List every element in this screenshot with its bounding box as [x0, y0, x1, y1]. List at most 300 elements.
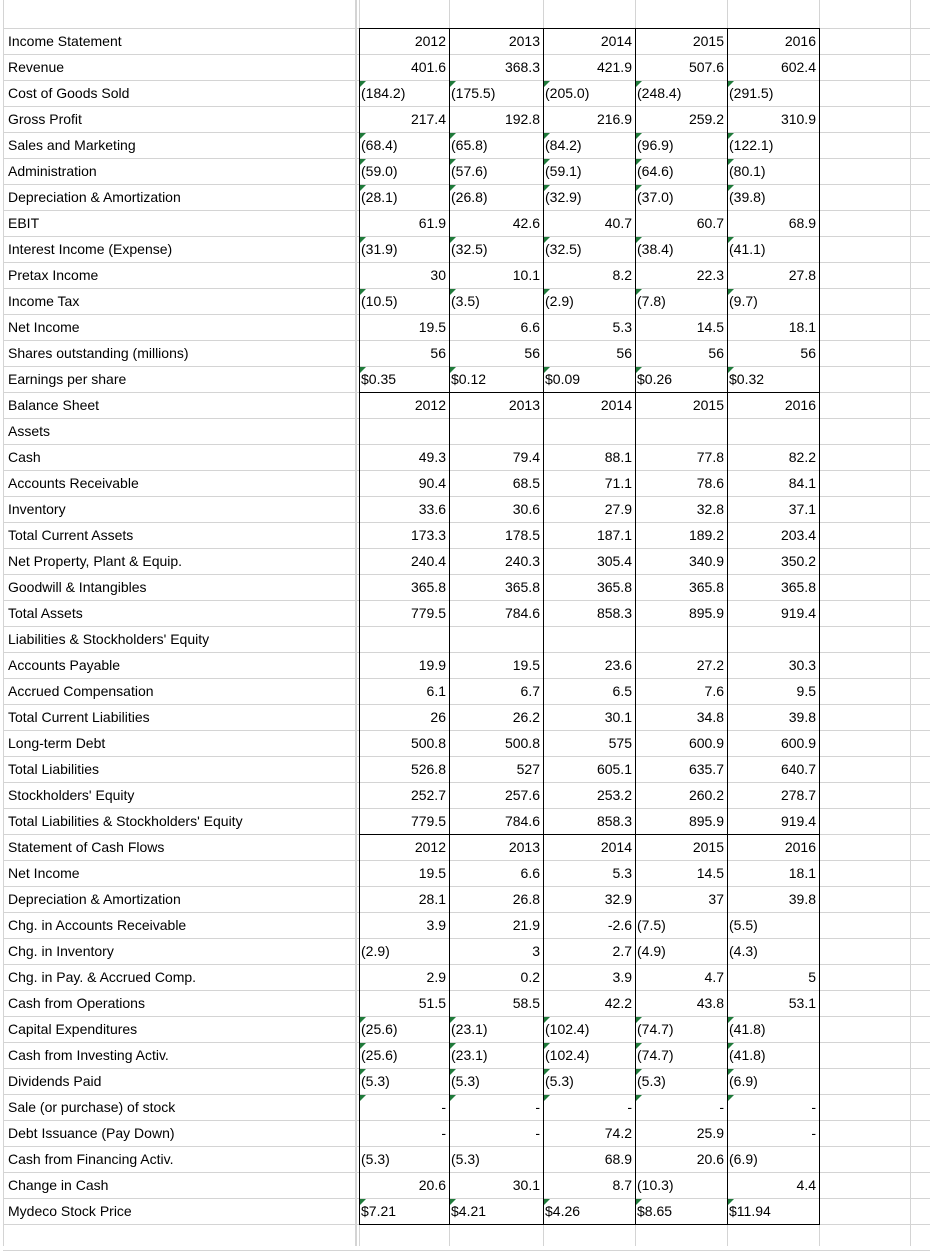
value-cell[interactable]: (32.5): [451, 241, 488, 257]
value-cell[interactable]: 2015: [692, 397, 724, 413]
row-label[interactable]: Long-term Debt: [8, 735, 106, 751]
value-cell[interactable]: (64.6): [637, 163, 674, 179]
value-cell[interactable]: (4.9): [637, 943, 666, 959]
error-indicator-icon: [360, 289, 366, 295]
row-label[interactable]: Revenue: [8, 59, 65, 75]
error-indicator-icon: [636, 1069, 642, 1075]
row-label[interactable]: Sales and Marketing: [8, 137, 136, 153]
value-cell[interactable]: (41.8): [729, 1047, 766, 1063]
value-cell[interactable]: (25.6): [361, 1047, 398, 1063]
value-cell[interactable]: -: [535, 1125, 540, 1141]
row-label[interactable]: Administration: [8, 163, 97, 179]
value-cell[interactable]: 19.5: [418, 319, 446, 335]
value-cell[interactable]: 173.3: [410, 527, 446, 543]
value-cell[interactable]: 27.2: [696, 657, 724, 673]
value-cell[interactable]: (10.3): [637, 1177, 674, 1193]
value-cell[interactable]: 919.4: [780, 813, 816, 829]
value-cell[interactable]: (7.5): [637, 917, 666, 933]
row-label[interactable]: Statement of Cash Flows: [8, 839, 165, 855]
row-label[interactable]: Cash: [8, 449, 41, 465]
row-label[interactable]: Shares outstanding (millions): [8, 345, 189, 361]
error-indicator-icon: [544, 1069, 550, 1075]
error-indicator-icon: [728, 159, 734, 165]
value-cell[interactable]: 310.9: [780, 111, 816, 127]
value-cell[interactable]: (6.9): [729, 1151, 758, 1167]
value-cell[interactable]: 79.4: [512, 449, 540, 465]
value-cell[interactable]: 68.9: [788, 215, 816, 231]
row-label[interactable]: Cash from Investing Activ.: [8, 1047, 169, 1063]
value-cell[interactable]: 20.6: [696, 1151, 724, 1167]
value-cell[interactable]: -: [627, 1099, 632, 1115]
value-cell[interactable]: 14.5: [696, 865, 724, 881]
value-cell[interactable]: 2014: [600, 33, 632, 49]
value-cell[interactable]: 19.5: [418, 865, 446, 881]
value-cell[interactable]: (74.7): [637, 1021, 674, 1037]
value-cell[interactable]: (175.5): [451, 85, 496, 101]
value-cell[interactable]: 895.9: [688, 813, 724, 829]
value-cell[interactable]: 919.4: [780, 605, 816, 621]
row-label[interactable]: Inventory: [8, 501, 66, 517]
row-label[interactable]: Total Current Liabilities: [8, 709, 150, 725]
value-cell[interactable]: 33.6: [418, 501, 446, 517]
row-label[interactable]: Total Assets: [8, 605, 83, 621]
value-cell[interactable]: 640.7: [780, 761, 816, 777]
value-cell[interactable]: 19.5: [512, 657, 540, 673]
row-label[interactable]: Stockholders' Equity: [8, 787, 135, 803]
value-cell[interactable]: 2016: [784, 33, 816, 49]
value-cell[interactable]: $0.09: [545, 371, 581, 387]
value-cell[interactable]: 30.1: [604, 709, 632, 725]
row-label[interactable]: Chg. in Inventory: [8, 943, 114, 959]
value-cell[interactable]: 2016: [784, 397, 816, 413]
value-cell[interactable]: 368.3: [504, 59, 540, 75]
row-label[interactable]: Pretax Income: [8, 267, 99, 283]
error-indicator-icon: [450, 1199, 456, 1205]
value-cell[interactable]: (205.0): [545, 85, 590, 101]
value-cell[interactable]: 82.2: [788, 449, 816, 465]
value-cell[interactable]: 3.9: [426, 917, 446, 933]
error-indicator-icon: [450, 289, 456, 295]
value-cell[interactable]: -: [811, 1125, 816, 1141]
value-cell[interactable]: 2.9: [426, 969, 446, 985]
error-indicator-icon: [450, 1017, 456, 1023]
value-cell[interactable]: 10.1: [512, 267, 540, 283]
value-cell[interactable]: (9.7): [729, 293, 758, 309]
value-cell[interactable]: 365.8: [780, 579, 816, 595]
value-cell[interactable]: 784.6: [504, 605, 540, 621]
value-cell[interactable]: 14.5: [696, 319, 724, 335]
row-label[interactable]: Gross Profit: [8, 111, 82, 127]
value-cell[interactable]: 71.1: [604, 475, 632, 491]
value-cell[interactable]: 3.9: [612, 969, 632, 985]
row-label[interactable]: Cash from Operations: [8, 995, 145, 1011]
value-cell[interactable]: 25.9: [696, 1125, 724, 1141]
value-cell[interactable]: 60.7: [696, 215, 724, 231]
error-indicator-icon: [636, 1017, 642, 1023]
row-label[interactable]: Interest Income (Expense): [8, 241, 173, 257]
value-cell[interactable]: 305.4: [596, 553, 632, 569]
cell-border-box: [635, 28, 728, 393]
row-label[interactable]: Income Tax: [8, 293, 80, 309]
value-cell[interactable]: 53.1: [788, 995, 816, 1011]
value-cell[interactable]: 635.7: [688, 761, 724, 777]
value-cell[interactable]: 500.8: [410, 735, 446, 751]
value-cell[interactable]: 26.8: [512, 891, 540, 907]
error-indicator-icon: [450, 185, 456, 191]
value-cell[interactable]: $0.12: [451, 371, 487, 387]
value-cell[interactable]: (5.5): [729, 917, 758, 933]
error-indicator-icon: [728, 1069, 734, 1075]
row-label[interactable]: Goodwill & Intangibles: [8, 579, 147, 595]
value-cell[interactable]: 21.9: [512, 917, 540, 933]
cell-border-box: [543, 28, 636, 393]
value-cell[interactable]: 257.6: [504, 787, 540, 803]
value-cell[interactable]: -: [719, 1099, 724, 1115]
value-cell[interactable]: 68.9: [604, 1151, 632, 1167]
value-cell[interactable]: (96.9): [637, 137, 674, 153]
value-cell[interactable]: 365.8: [688, 579, 724, 595]
value-cell[interactable]: -: [441, 1099, 446, 1115]
value-cell[interactable]: 8.2: [612, 267, 632, 283]
value-cell[interactable]: (7.8): [637, 293, 666, 309]
value-cell[interactable]: (2.9): [545, 293, 574, 309]
value-cell[interactable]: 34.8: [696, 709, 724, 725]
value-cell[interactable]: 401.6: [410, 59, 446, 75]
error-indicator-icon: [360, 159, 366, 165]
value-cell[interactable]: (25.6): [361, 1021, 398, 1037]
value-cell[interactable]: 5.3: [612, 865, 632, 881]
value-cell[interactable]: 340.9: [688, 553, 724, 569]
row-label[interactable]: Accounts Receivable: [8, 475, 139, 491]
value-cell[interactable]: 30: [430, 267, 446, 283]
value-cell[interactable]: (26.8): [451, 189, 488, 205]
value-cell[interactable]: 602.4: [780, 59, 816, 75]
row-label[interactable]: Capital Expenditures: [8, 1021, 138, 1037]
value-cell[interactable]: $11.94: [729, 1203, 771, 1219]
value-cell[interactable]: 779.5: [410, 813, 446, 829]
error-indicator-icon: [636, 1095, 642, 1101]
value-cell[interactable]: 20.6: [418, 1177, 446, 1193]
value-cell[interactable]: (32.5): [545, 241, 582, 257]
row-label[interactable]: Income Statement: [8, 33, 122, 49]
value-cell[interactable]: 74.2: [604, 1125, 632, 1141]
value-cell[interactable]: 2014: [600, 397, 632, 413]
error-indicator-icon: [544, 133, 550, 139]
value-cell[interactable]: (31.9): [361, 241, 398, 257]
value-cell[interactable]: 42.6: [512, 215, 540, 231]
row-label[interactable]: Net Property, Plant & Equip.: [8, 553, 183, 569]
value-cell[interactable]: (184.2): [361, 85, 406, 101]
value-cell[interactable]: 32.8: [696, 501, 724, 517]
row-label[interactable]: Total Liabilities: [8, 761, 100, 777]
value-cell[interactable]: 365.8: [504, 579, 540, 595]
value-cell[interactable]: 600.9: [688, 735, 724, 751]
value-cell[interactable]: 40.7: [604, 215, 632, 231]
cell-border-box: [727, 834, 820, 1225]
value-cell[interactable]: 2.7: [612, 943, 632, 959]
value-cell[interactable]: 56: [616, 345, 632, 361]
value-cell[interactable]: 37: [708, 891, 724, 907]
value-cell[interactable]: 30.3: [788, 657, 816, 673]
value-cell[interactable]: 56: [708, 345, 724, 361]
row-label[interactable]: Assets: [8, 423, 51, 439]
row-label[interactable]: Accrued Compensation: [8, 683, 154, 699]
value-cell[interactable]: $4.26: [545, 1203, 581, 1219]
value-cell[interactable]: 600.9: [780, 735, 816, 751]
value-cell[interactable]: 84.1: [788, 475, 816, 491]
row-label[interactable]: Total Liabilities & Stockholders' Equity: [8, 813, 243, 829]
error-indicator-icon: [728, 1095, 734, 1101]
error-indicator-icon: [636, 185, 642, 191]
value-cell[interactable]: (291.5): [729, 85, 774, 101]
row-label[interactable]: Debt Issuance (Pay Down): [8, 1125, 175, 1141]
value-cell[interactable]: 4.4: [796, 1177, 816, 1193]
value-cell[interactable]: 189.2: [688, 527, 724, 543]
value-cell[interactable]: (68.4): [361, 137, 398, 153]
row-label[interactable]: Total Current Assets: [8, 527, 134, 543]
value-cell[interactable]: -: [811, 1099, 816, 1115]
value-cell[interactable]: 88.1: [604, 449, 632, 465]
value-cell[interactable]: -: [441, 1125, 446, 1141]
value-cell[interactable]: 526.8: [410, 761, 446, 777]
value-cell[interactable]: 527: [516, 761, 540, 777]
value-cell[interactable]: 56: [800, 345, 816, 361]
value-cell[interactable]: $4.21: [451, 1203, 487, 1219]
value-cell[interactable]: 260.2: [688, 787, 724, 803]
value-cell[interactable]: 19.9: [418, 657, 446, 673]
value-cell[interactable]: 2012: [414, 397, 446, 413]
value-cell[interactable]: 8.7: [612, 1177, 632, 1193]
value-cell[interactable]: 187.1: [596, 527, 632, 543]
row-label[interactable]: Net Income: [8, 319, 80, 335]
value-cell[interactable]: (5.3): [361, 1073, 390, 1089]
value-cell[interactable]: (59.0): [361, 163, 398, 179]
value-cell[interactable]: 2013: [508, 33, 540, 49]
value-cell[interactable]: (32.9): [545, 189, 582, 205]
value-cell[interactable]: 26: [430, 709, 446, 725]
value-cell[interactable]: 500.8: [504, 735, 540, 751]
row-label[interactable]: Dividends Paid: [8, 1073, 102, 1089]
value-cell[interactable]: 0.2: [520, 969, 540, 985]
value-cell[interactable]: (5.3): [451, 1151, 480, 1167]
value-cell[interactable]: (80.1): [729, 163, 766, 179]
value-cell[interactable]: 42.2: [604, 995, 632, 1011]
value-cell[interactable]: 27.8: [788, 267, 816, 283]
value-cell[interactable]: 2012: [414, 839, 446, 855]
row-label[interactable]: Cost of Goods Sold: [8, 85, 130, 101]
row-label[interactable]: Depreciation & Amortization: [8, 891, 181, 907]
row-label[interactable]: Liabilities & Stockholders' Equity: [8, 631, 210, 647]
value-cell[interactable]: 421.9: [596, 59, 632, 75]
value-cell[interactable]: 37.1: [788, 501, 816, 517]
value-cell[interactable]: 68.5: [512, 475, 540, 491]
value-cell[interactable]: 2013: [508, 839, 540, 855]
error-indicator-icon: [544, 1095, 550, 1101]
value-cell[interactable]: 507.6: [688, 59, 724, 75]
value-cell[interactable]: (10.5): [361, 293, 398, 309]
error-indicator-icon: [450, 1095, 456, 1101]
value-cell[interactable]: (102.4): [545, 1047, 590, 1063]
value-cell[interactable]: 203.4: [780, 527, 816, 543]
value-cell[interactable]: 30.1: [512, 1177, 540, 1193]
value-cell[interactable]: 23.6: [604, 657, 632, 673]
row-label[interactable]: Balance Sheet: [8, 397, 100, 413]
value-cell[interactable]: (5.3): [361, 1151, 390, 1167]
value-cell[interactable]: 252.7: [410, 787, 446, 803]
error-indicator-icon: [450, 159, 456, 165]
value-cell[interactable]: 350.2: [780, 553, 816, 569]
row-label[interactable]: EBIT: [8, 215, 40, 231]
value-cell[interactable]: (38.4): [637, 241, 674, 257]
value-cell[interactable]: 178.5: [504, 527, 540, 543]
value-cell[interactable]: (65.8): [451, 137, 488, 153]
value-cell[interactable]: (6.9): [729, 1073, 758, 1089]
row-label[interactable]: Sale (or purchase) of stock: [8, 1099, 176, 1115]
value-cell[interactable]: 779.5: [410, 605, 446, 621]
value-cell[interactable]: 6.5: [612, 683, 632, 699]
cell-border-box: [727, 392, 820, 835]
value-cell[interactable]: 51.5: [418, 995, 446, 1011]
value-cell[interactable]: 6.7: [520, 683, 540, 699]
value-cell[interactable]: (5.3): [545, 1073, 574, 1089]
value-cell[interactable]: 575: [608, 735, 632, 751]
value-cell[interactable]: 5: [808, 969, 816, 985]
value-cell[interactable]: (37.0): [637, 189, 674, 205]
value-cell[interactable]: (41.8): [729, 1021, 766, 1037]
value-cell[interactable]: $0.32: [729, 371, 765, 387]
value-cell[interactable]: 32.9: [604, 891, 632, 907]
cell-border-box: [359, 834, 450, 1225]
value-cell[interactable]: 6.6: [520, 319, 540, 335]
value-cell[interactable]: 5.3: [612, 319, 632, 335]
value-cell[interactable]: 605.1: [596, 761, 632, 777]
row-label[interactable]: Depreciation & Amortization: [8, 189, 181, 205]
row-label[interactable]: Earnings per share: [8, 371, 127, 387]
value-cell[interactable]: (41.1): [729, 241, 766, 257]
cell-border-line: [449, 1146, 450, 1172]
value-cell[interactable]: (23.1): [451, 1021, 488, 1037]
value-cell[interactable]: 858.3: [596, 605, 632, 621]
value-cell[interactable]: 2013: [508, 397, 540, 413]
value-cell[interactable]: 90.4: [418, 475, 446, 491]
value-cell[interactable]: 259.2: [688, 111, 724, 127]
cell-border-box: [359, 28, 450, 393]
error-indicator-icon: [544, 1043, 550, 1049]
value-cell[interactable]: 240.4: [410, 553, 446, 569]
value-cell[interactable]: 2015: [692, 839, 724, 855]
value-cell[interactable]: (5.3): [637, 1073, 666, 1089]
row-label[interactable]: Change in Cash: [8, 1177, 109, 1193]
value-cell[interactable]: 39.8: [788, 709, 816, 725]
value-cell[interactable]: 28.1: [418, 891, 446, 907]
value-cell[interactable]: 4.7: [704, 969, 724, 985]
value-cell[interactable]: 49.3: [418, 449, 446, 465]
error-indicator-icon: [360, 237, 366, 243]
value-cell[interactable]: 2014: [600, 839, 632, 855]
value-cell[interactable]: (59.1): [545, 163, 582, 179]
value-cell[interactable]: $0.26: [637, 371, 673, 387]
value-cell[interactable]: 61.9: [418, 215, 446, 231]
value-cell[interactable]: 192.8: [504, 111, 540, 127]
value-cell[interactable]: 2012: [414, 33, 446, 49]
value-cell[interactable]: (102.4): [545, 1021, 590, 1037]
value-cell[interactable]: (248.4): [637, 85, 682, 101]
row-label[interactable]: Net Income: [8, 865, 80, 881]
value-cell[interactable]: 18.1: [788, 319, 816, 335]
error-indicator-icon: [360, 133, 366, 139]
value-cell[interactable]: -2.6: [607, 917, 632, 933]
value-cell[interactable]: $7.21: [361, 1203, 397, 1219]
error-indicator-icon: [544, 185, 550, 191]
value-cell[interactable]: (39.8): [729, 189, 766, 205]
value-cell[interactable]: (84.2): [545, 137, 582, 153]
value-cell[interactable]: 784.6: [504, 813, 540, 829]
value-cell[interactable]: (122.1): [729, 137, 774, 153]
value-cell[interactable]: 58.5: [512, 995, 540, 1011]
value-cell[interactable]: 858.3: [596, 813, 632, 829]
value-cell[interactable]: 77.8: [696, 449, 724, 465]
value-cell[interactable]: 2016: [784, 839, 816, 855]
error-indicator-icon: [360, 1043, 366, 1049]
value-cell[interactable]: $0.35: [361, 371, 397, 387]
row-label[interactable]: Chg. in Accounts Receivable: [8, 917, 187, 933]
value-cell[interactable]: (57.6): [451, 163, 488, 179]
value-cell[interactable]: 78.6: [696, 475, 724, 491]
error-indicator-icon: [450, 1069, 456, 1075]
value-cell[interactable]: 216.9: [596, 111, 632, 127]
value-cell[interactable]: 2015: [692, 33, 724, 49]
value-cell[interactable]: 6.6: [520, 865, 540, 881]
value-cell[interactable]: $8.65: [637, 1203, 673, 1219]
value-cell[interactable]: 18.1: [788, 865, 816, 881]
row-label[interactable]: Chg. in Pay. & Accrued Comp.: [8, 969, 197, 985]
value-cell[interactable]: (2.9): [361, 943, 390, 959]
value-cell[interactable]: 278.7: [780, 787, 816, 803]
value-cell[interactable]: 7.6: [704, 683, 724, 699]
value-cell[interactable]: 56: [430, 345, 446, 361]
value-cell[interactable]: -: [535, 1099, 540, 1115]
value-cell[interactable]: 895.9: [688, 605, 724, 621]
error-indicator-icon: [544, 1199, 550, 1205]
value-cell[interactable]: 30.6: [512, 501, 540, 517]
value-cell[interactable]: 365.8: [596, 579, 632, 595]
value-cell[interactable]: 56: [524, 345, 540, 361]
value-cell[interactable]: 365.8: [410, 579, 446, 595]
value-cell[interactable]: (5.3): [451, 1073, 480, 1089]
value-cell[interactable]: 22.3: [696, 267, 724, 283]
value-cell[interactable]: (4.3): [729, 943, 758, 959]
value-cell[interactable]: 26.2: [512, 709, 540, 725]
value-cell[interactable]: (3.5): [451, 293, 480, 309]
value-cell[interactable]: 6.1: [426, 683, 446, 699]
value-cell[interactable]: 9.5: [796, 683, 816, 699]
value-cell[interactable]: 27.9: [604, 501, 632, 517]
value-cell[interactable]: 217.4: [410, 111, 446, 127]
row-label[interactable]: Mydeco Stock Price: [8, 1203, 132, 1219]
value-cell[interactable]: 3: [532, 943, 540, 959]
value-cell[interactable]: (74.7): [637, 1047, 674, 1063]
value-cell[interactable]: 43.8: [696, 995, 724, 1011]
value-cell[interactable]: 240.3: [504, 553, 540, 569]
value-cell[interactable]: 39.8: [788, 891, 816, 907]
value-cell[interactable]: (23.1): [451, 1047, 488, 1063]
row-label[interactable]: Accounts Payable: [8, 657, 121, 673]
row-label[interactable]: Cash from Financing Activ.: [8, 1151, 174, 1167]
error-indicator-icon: [450, 133, 456, 139]
value-cell[interactable]: 253.2: [596, 787, 632, 803]
error-indicator-icon: [636, 367, 642, 373]
value-cell[interactable]: (28.1): [361, 189, 398, 205]
